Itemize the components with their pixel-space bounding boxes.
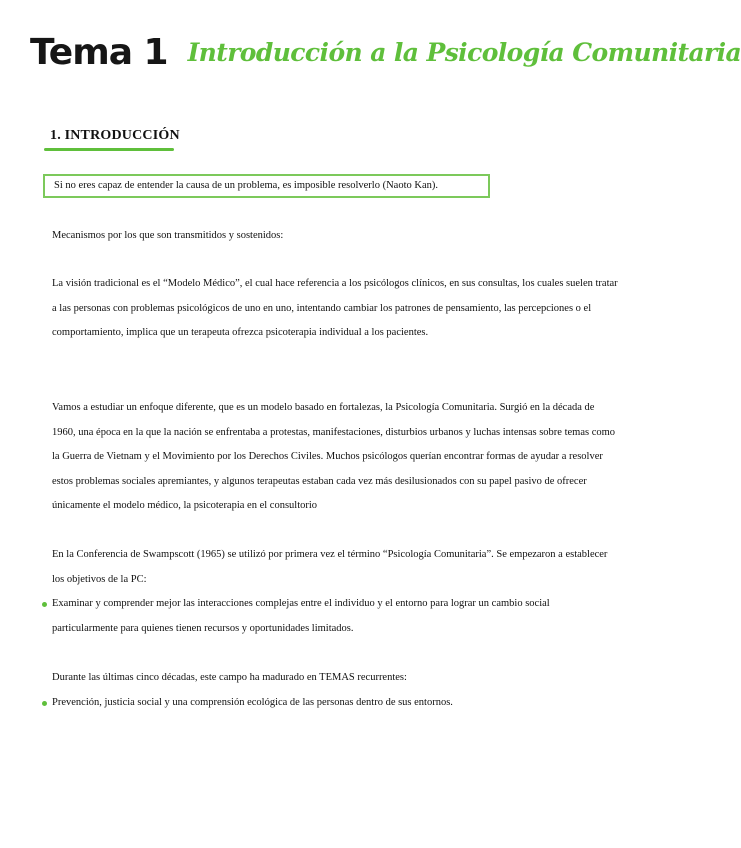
- paragraph-modelo-medico: La visión tradicional es el “Modelo Médico”, el cual hace referencia a los psicólogos clínicos, en sus consultas, los cuales suelen tratar a las personas con problemas psicológicos de uno en uno, intentando cambiar los patrones de pensamiento, las percepciones o el comportamiento, implica que un terapeuta ofrezca psicoterapia individual a los pacientes.: [52, 278, 618, 338]
- paragraph-enfoque: Vamos a estudiar un enfoque diferente, que es un modelo basado en fortalezas, la Psicología Comunitaria. Surgió en la década de 1960, una época en la que la nación se enfrentaba a protestas, manifestaciones, disturbios urbanos y luchas intensas sobre temas como la Guerra de Vietnam y el Movimiento por los Derechos Civiles. Muchos psicólogos querían encontrar formas de ayudar a resolver estos problemas sociales apremiantes, y algunos terapeutas estaban cada vez más desilusionados con su papel pasivo de ofrecer únicamente el modelo médico, la psicoterapia en el consultorio: [52, 402, 616, 511]
- bullet-dot-icon: [42, 602, 47, 607]
- topic-title: Introducción a la Psicología Comunitaria: [187, 38, 741, 67]
- paragraph-swampscott: En la Conferencia de Swampscott (1965) se utilizó por primera vez el término “Psicología Comunitaria”. Se empezaron a establecer los objetivos de la PC:: [52, 549, 608, 585]
- paragraph-mecanismos: Mecanismos por los que son transmitidos y sostenidos:: [52, 230, 284, 241]
- quote-text: Si no eres capaz de entender la causa de un problema, es imposible resolverlo (Naoto Kan).: [54, 180, 438, 191]
- bullet-text: Prevención, justicia social y una comprensión ecológica de las personas dentro de sus entornos.: [52, 697, 453, 708]
- quote-box: [43, 174, 490, 198]
- section-heading: 1. INTRODUCCIÓN: [50, 128, 180, 143]
- paragraph-temas: Durante las últimas cinco décadas, este campo ha madurado en TEMAS recurrentes:: [52, 672, 407, 683]
- page-title: [30, 32, 741, 92]
- bullet-dot-icon: [42, 701, 47, 706]
- bullet-text: Examinar y comprender mejor las interacciones complejas entre el individuo y el entorno para lograr un cambio social particularmente para quienes tienen recursos y oportunidades limitados.: [52, 598, 550, 634]
- tema-label: Tema 1: [30, 32, 168, 73]
- bullet-item-prevencion: [52, 691, 618, 716]
- bullet-item-objetivo: [52, 592, 618, 641]
- section-underline: [44, 148, 174, 151]
